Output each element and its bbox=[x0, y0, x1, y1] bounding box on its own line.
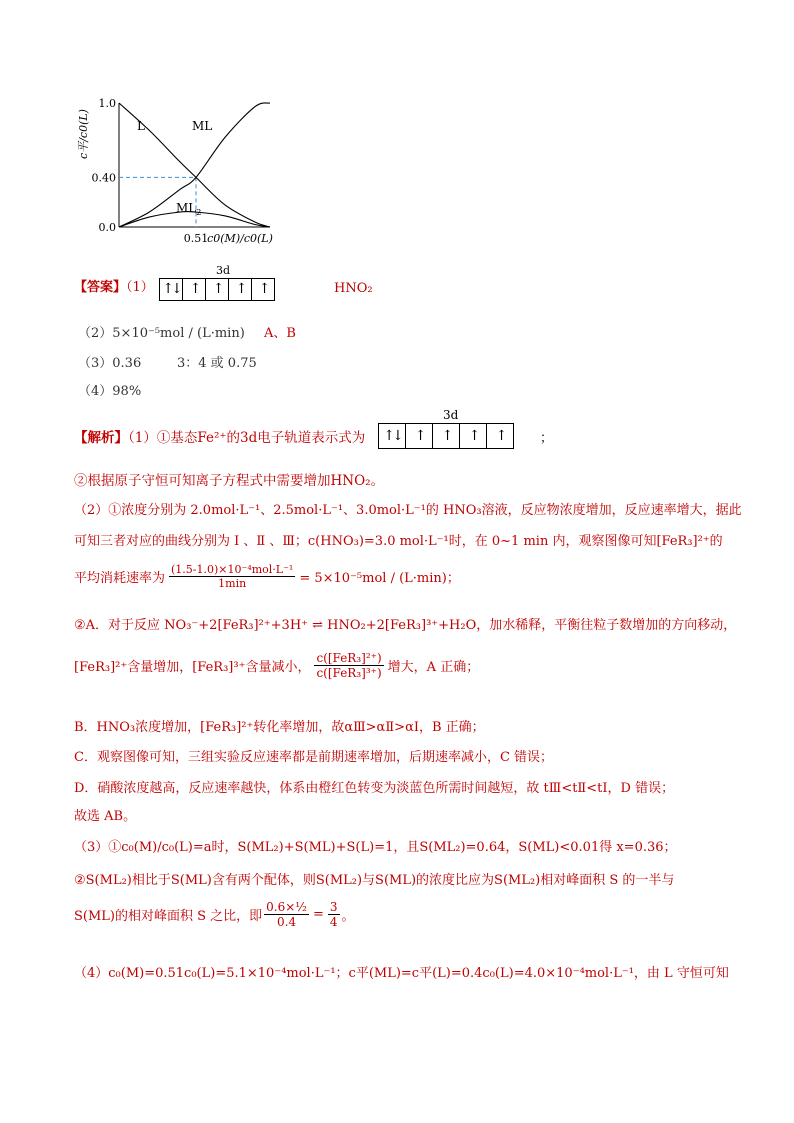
analysis-line: ②A．对于反应 NO₃⁻+2[FeR₃]²⁺+3H⁺ ⇌ HNO₂+2[FeR₃]³⁺+H₂O，加水稀释，平衡往粒子数增加的方向移动， bbox=[74, 618, 737, 633]
analysis-tag: 【解析】 bbox=[74, 430, 128, 446]
answer-part3-num: （3） bbox=[78, 356, 113, 371]
y-axis-title: c平/c0(L) bbox=[77, 109, 90, 159]
analysis-l14-pre: S(ML)的相对峰面积 S 之比，即 bbox=[74, 909, 263, 924]
result-fraction-num: 3 bbox=[329, 900, 338, 914]
answer-part4-num: （4） bbox=[78, 384, 113, 399]
ratio-fraction-num: c([FeR₃]²⁺) bbox=[316, 651, 382, 665]
area-fraction bbox=[264, 900, 309, 929]
series-label-ml: ML bbox=[192, 119, 213, 133]
answer-part2-num: （2） bbox=[78, 326, 113, 341]
analysis-line: B．HNO₃浓度增加，[FeR₃]²⁺转化率增加，故αⅢ>αⅡ>αⅠ，B 正确； bbox=[74, 720, 485, 735]
orbital-box: ↑↓ bbox=[379, 424, 406, 448]
distribution-chart bbox=[70, 92, 290, 252]
orbital-box: ↑ bbox=[433, 424, 460, 448]
orbital-box: ↑ bbox=[183, 279, 206, 300]
answer-part2-rate: 5×10⁻⁵mol / (L·min) bbox=[112, 326, 245, 341]
analysis-line: ②S(ML₂)相比于S(ML)含有两个配体，则S(ML₂)与S(ML)的浓度比应为S(ML₂)相对峰面积 S 的一半与 bbox=[74, 873, 675, 888]
series-label-l: L bbox=[137, 119, 145, 133]
analysis-l14-post: 。 bbox=[341, 909, 355, 924]
orbital-box: ↑↓ bbox=[160, 279, 183, 300]
answer-part1-product: HNO₂ bbox=[334, 281, 373, 296]
area-fraction-den: 0.4 bbox=[277, 915, 297, 929]
x-tick-label: 0.51 bbox=[183, 232, 209, 245]
analysis-line: C．观察图像可知，三组实验反应速率都是前期速率增加，后期速率减小，C 错误； bbox=[74, 750, 554, 765]
answer-part3-a: 0.36 bbox=[112, 356, 142, 371]
analysis-line: D．硝酸浓度越高，反应速率越快，体系由橙红色转变为淡蓝色所需时间越短，故 tⅢ<tⅡ<tⅠ，D 错误； bbox=[74, 781, 675, 796]
analysis-l5-pre: 平均消耗速率为 bbox=[74, 571, 166, 586]
orbital-box: ↑ bbox=[258, 281, 268, 297]
analysis-line: ②根据原子守恒可知离子方程式中需要增加HNO₂。 bbox=[74, 473, 385, 489]
orbital-box: ↑ bbox=[406, 424, 433, 448]
answer-part2-choice: A、B bbox=[264, 326, 296, 341]
orbital-box: ↑ bbox=[460, 424, 487, 448]
answer-orbital-label: 3d bbox=[216, 264, 231, 277]
area-equals: = bbox=[312, 907, 324, 922]
analysis-line: 故选 AB。 bbox=[74, 809, 137, 824]
analysis-line: 可知三者对应的曲线分别为 Ⅰ 、Ⅱ 、Ⅲ；c(HNO₃)=3.0 mol·L⁻¹时，在 0~1 min 内，观察图像可知[FeR₃]²⁺的 bbox=[74, 534, 723, 549]
rate-fraction-den: 1min bbox=[218, 577, 247, 590]
series-label-ml2: $ML_2$ bbox=[176, 201, 202, 217]
analysis-line: （3）①c₀(M)/c₀(L)=a时，S(ML₂)+S(ML)+S(L)=1，且S(ML₂)=0.64，S(ML)<0.01得 x=0.36； bbox=[74, 840, 677, 855]
y-tick-label: 0.0 bbox=[98, 221, 116, 234]
rate-fraction-num: (1.5-1.0)×10⁻⁴mol·L⁻¹ bbox=[171, 563, 294, 576]
ratio-fraction-den: c([FeR₃]³⁺) bbox=[316, 666, 382, 680]
y-tick-label: 1.0 bbox=[98, 97, 116, 110]
answer-tag: 【答案】 bbox=[74, 280, 127, 295]
result-fraction-den: 4 bbox=[329, 915, 338, 929]
analysis-l7-post: 增大，A 正确； bbox=[387, 660, 480, 675]
analysis-line: （4）c₀(M)=0.51c₀(L)=5.1×10⁻⁴mol·L⁻¹；c平(ML)=c平(L)=0.4c₀(L)=4.0×10⁻⁴mol·L⁻¹，由 L 守恒可知 bbox=[74, 966, 729, 981]
orbital-box: ↑ bbox=[206, 279, 229, 300]
analysis-l5-post: = 5×10⁻⁵mol / (L·min)； bbox=[299, 571, 460, 586]
area-fraction-num: 0.6×½ bbox=[266, 900, 307, 914]
orbital-box: ↑ bbox=[495, 428, 505, 444]
analysis-l1-end: ； bbox=[540, 431, 554, 446]
analysis-orbital-label: 3d bbox=[443, 408, 459, 422]
analysis-orbital-diagram bbox=[378, 423, 514, 449]
orbital-box: ↑ bbox=[229, 279, 252, 300]
x-axis-title: c0(M)/c0(L) bbox=[207, 232, 273, 245]
y-tick-label: 0.40 bbox=[91, 171, 116, 185]
result-fraction bbox=[328, 900, 340, 929]
answer-part1-num: （1） bbox=[126, 280, 154, 295]
answer-part4-a: 98% bbox=[112, 384, 142, 399]
analysis-l1-num: （1） bbox=[128, 430, 157, 446]
analysis-l1-text: ①基态Fe²⁺的3d电子轨道表示式为 bbox=[156, 430, 366, 446]
answer-part3-b: 3：4 或 0.75 bbox=[177, 356, 257, 371]
analysis-l7-pre: [FeR₃]²⁺含量增加，[FeR₃]³⁺含量减小， bbox=[74, 660, 311, 675]
rate-fraction bbox=[169, 563, 295, 590]
answer-orbital-diagram bbox=[159, 278, 275, 301]
analysis-line: （2）①浓度分别为 2.0mol·L⁻¹、2.5mol·L⁻¹、3.0mol·L⁻¹的 HNO₃溶液，反应物浓度增加，反应速率增大，据此 bbox=[74, 503, 742, 518]
ratio-fraction bbox=[314, 651, 383, 680]
